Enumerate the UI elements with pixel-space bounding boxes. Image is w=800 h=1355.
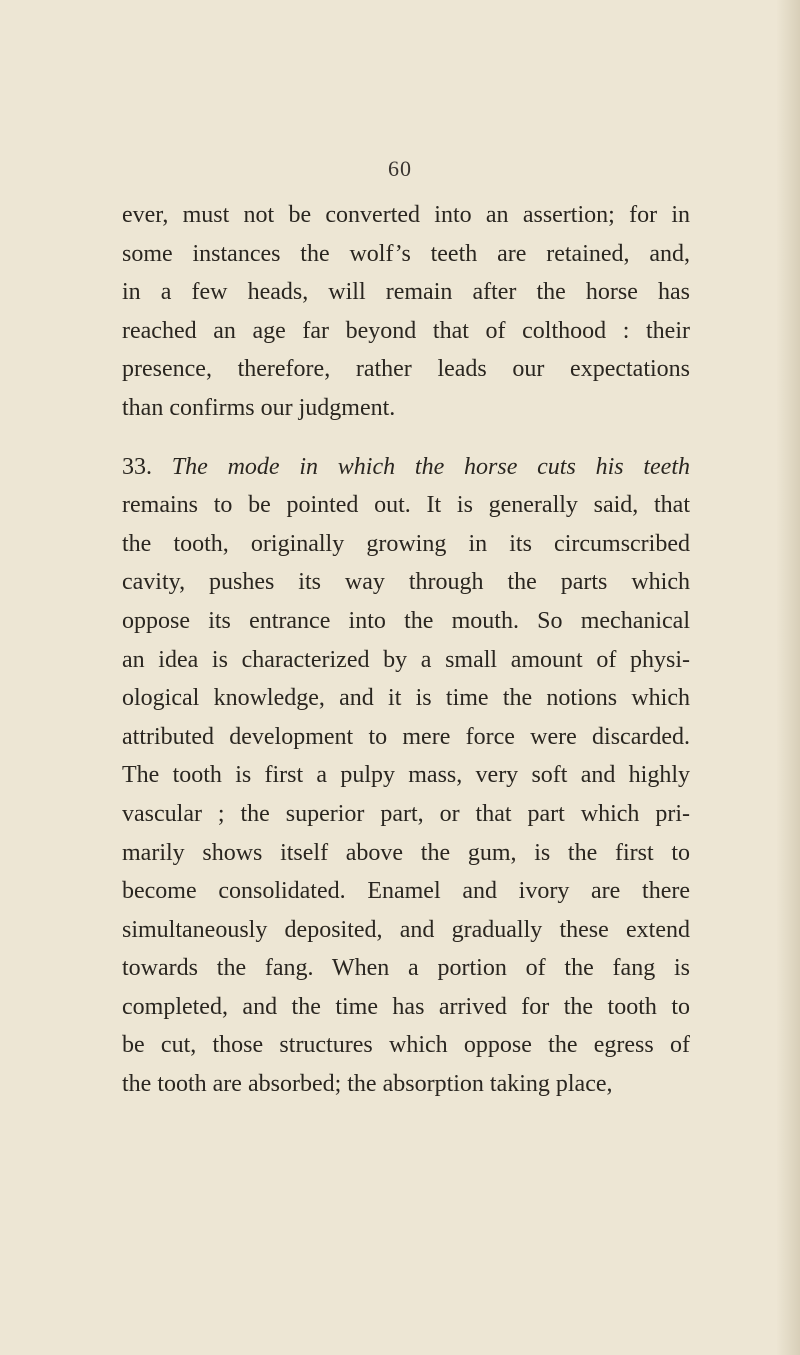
text-line: vascular ; the superior part, or that part which pri-: [122, 800, 690, 827]
text-line: ological knowledge, and it is time the notions which: [122, 685, 690, 712]
section-title: The mode in which the horse cuts his teeth: [171, 453, 691, 480]
text-line: oppose its entrance into the mouth. So mechanical: [122, 607, 690, 634]
text-line: ever, must not be converted into an assertion; for in: [122, 202, 690, 228]
paragraph-gap: [122, 428, 690, 448]
text-line: some instances the wolf’s teeth are retained, and,: [122, 240, 690, 267]
text-line: an idea is characterized by a small amount of physi-: [122, 646, 690, 673]
text-line: reached an age far beyond that of colthood : their: [122, 317, 690, 344]
paragraph-1: [122, 196, 690, 428]
text-line: remains to be pointed out. It is generally said, that: [122, 492, 690, 519]
text-line: attributed development to mere force were discarded.: [122, 723, 690, 750]
text-line: in a few heads, will remain after the horse has: [122, 279, 690, 306]
page-number: 60: [388, 156, 412, 181]
text-line: be cut, those structures which oppose the egress of: [122, 1032, 690, 1059]
text-line: the tooth, originally growing in its circumscribed: [122, 530, 690, 557]
text-line: marily shows itself above the gum, is the first to: [122, 839, 690, 866]
text-line: The tooth is first a pulpy mass, very soft and highly: [122, 762, 690, 789]
text-line: completed, and the time has arrived for the tooth to: [122, 993, 690, 1020]
text-line: cavity, pushes its way through the parts which: [122, 569, 690, 596]
text-line: towards the fang. When a portion of the fang is: [122, 955, 690, 982]
body-text: [122, 196, 690, 1104]
text-line: simultaneously deposited, and gradually these extend: [122, 916, 690, 943]
paragraph-2: [122, 448, 690, 1104]
text-line: presence, therefore, rather leads our expectations: [122, 356, 690, 383]
text-line: become consolidated. Enamel and ivory are there: [122, 878, 690, 905]
section-number: 33.: [122, 453, 152, 480]
section-heading-line: [122, 448, 690, 487]
text-line: than confirms our judgment.: [122, 394, 396, 421]
text-line: the tooth are absorbed; the absorption taking place,: [122, 1071, 613, 1098]
